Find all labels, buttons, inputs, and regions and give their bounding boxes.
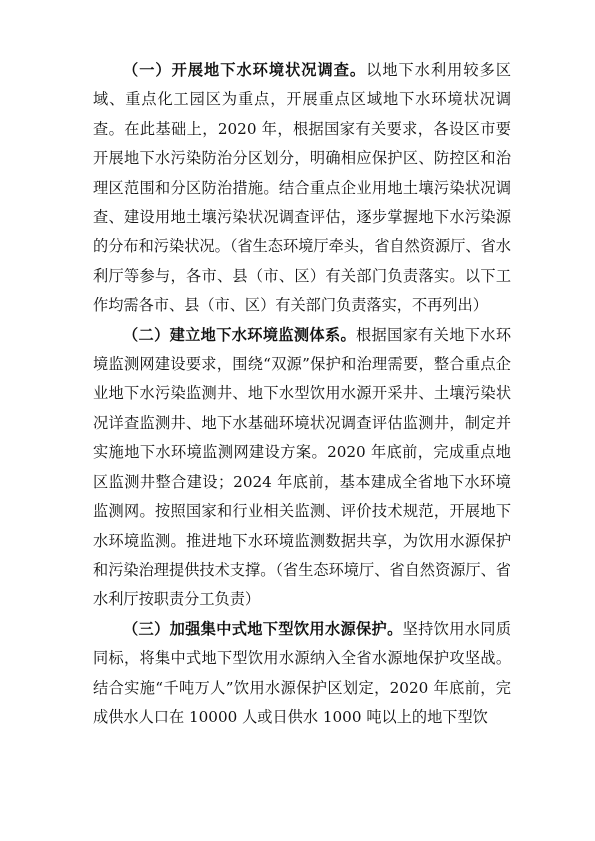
section-3-heading: （三）加强集中式地下型饮用水源保护。 <box>123 619 403 638</box>
section-1-heading: （一）开展地下水环境状况调查。 <box>123 61 367 79</box>
section-3-body: 坚持饮用水同质同标，将集中式地下型饮用水源纳入全省水源地保护攻坚战。结合实施“千吨万人”饮用水源保护区划定，2020 年底前，完成供水人口在 10000 人或日供水 1000 吨以上的地下型饮 <box>93 619 512 726</box>
section-2-body: 根据国家有关地下水环境监测网建设要求，围绕“双源”保护和治理需要，整合重点企业地下水污染监测井、地下水型饮用水源开采井、土壤污染状况详查监测井、地下水基础环境状况调查评估监测井，制定并实施地下水环境监测网建设方案。2020 年底前，完成重点地区监测井整合建设；2024 年底前，基本建成全省地下水环境监测网。按照国家和行业相关监测、评价技术规范，开展地下水环境监测。推进地下水环境监测数据共享，为饮用水源保护和污染治理提供技术支撑。（省生态环境厅、省自然资源厅、省水利厅按职责分工负责） <box>93 325 512 609</box>
section-2-heading: （二）建立地下水环境监测体系。 <box>123 325 357 344</box>
section-1 <box>93 56 511 321</box>
section-1-body: 以地下水利用较多区域、重点化工园区为重点，开展重点区域地下水环境状况调查。在此基础上，2020 年，根据国家有关要求，各设区市要开展地下水污染防治分区划分，明确相应保护区、防控区和治理区范围和分区防治措施。结合重点企业用地土壤污染状况调查、建设用地土壤污染状况调查评估，逐步掌握地下水污染源的分布和污染状况。（省生态环境厅牵头，省自然资源厅、省水利厅等参与，各市、县（市、区）有关部门负责落实。以下工作均需各市、县（市、区）有关部门负责落实，不再列出） <box>93 61 512 315</box>
section-3 <box>93 615 511 733</box>
section-2 <box>93 321 511 615</box>
document-page <box>93 56 511 732</box>
